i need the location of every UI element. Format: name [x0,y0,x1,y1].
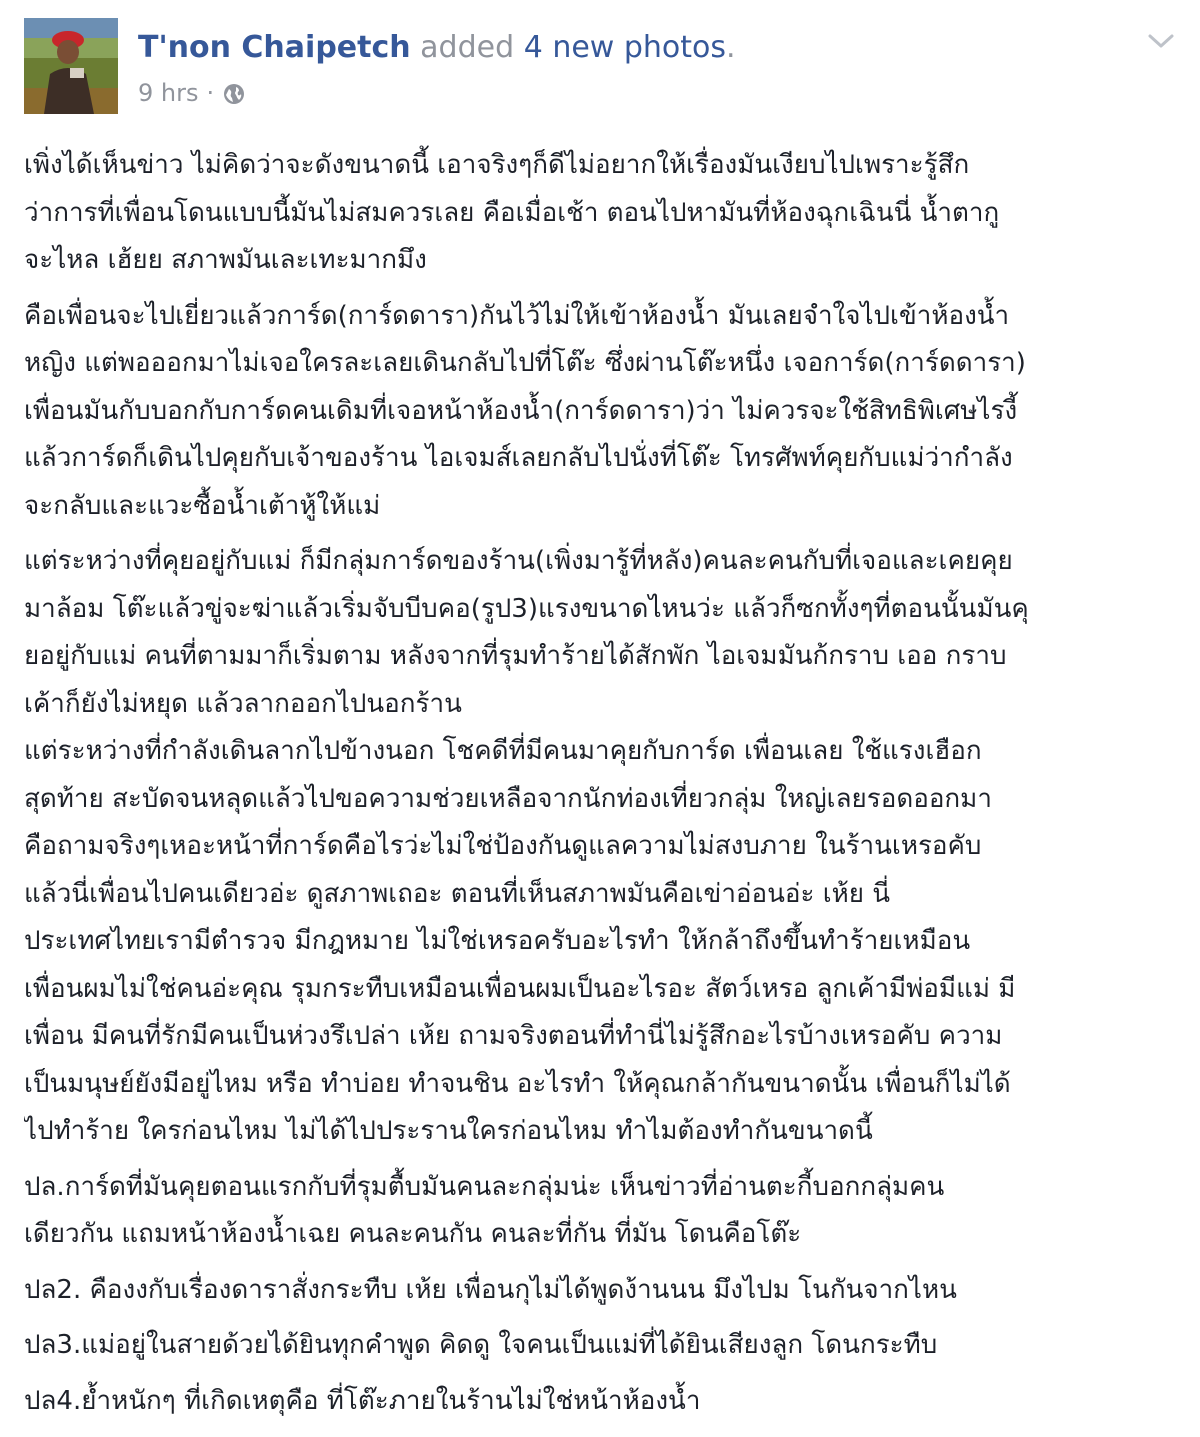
photos-link[interactable]: 4 new photos [523,30,727,65]
post-text-line: เค้าก็ยังไม่หยุด แล้วลากออกไปนอกร้าน [24,688,462,719]
post-text-line: ยอยู่กับแม่ คนที่ตามมาก็เริ่มตาม หลังจากที่รุมทำร้ายได้สักพัก ไอเจมมันก้กราบ เออ กราบ [24,641,1007,671]
post-text-line: แล้วนี่เพื่อนไปคนเดียวอ่ะ ดูสภาพเถอะ ตอนที่เห็นสภาพมันคือเข่าอ่อนอ่ะ เห้ย นี่ [24,878,891,909]
post-body [24,142,1184,1433]
post-header [24,18,1176,118]
post-text-line: เพื่อนมันกับบอกกับการ์ดคนเดิมที่เจอหน้าห้องน้ำ(การ์ดดารา)ว่า ไม่ควรจะใช้สิทธิพิเศษไรงี้ [24,395,1018,426]
post-paragraph [24,1267,1184,1315]
post-text-line: ปล.การ์ดที่มันคุยตอนแรกกับที่รุมตื้บมันคนละกลุ่มน่ะ เห็นข่าวที่อ่านตะกี้บอกกลุ่มคน [24,1171,945,1202]
post-text-line: สุดท้าย สะบัดจนหลุดแล้วไปขอความช่วยเหลือจากนักท่องเที่ยวกลุ่ม ใหญ่เลยรอดออกมา [24,783,992,814]
post-text-line: คือเพื่อนจะไปเยี่ยวแล้วการ์ด(การ์ดดารา)กันไว้ไม่ให้เข้าห้องน้ำ มันเลยจำใจไปเข้าห้องน้ำ [24,300,1010,331]
meta-separator: · [206,79,215,107]
post-text-line: เป็นมนุษย์ยังมีอยู่ไหม หรือ ทำบ่อย ทำจนชิน อะไรทำ ให้คุณกล้ากันขนาดนั้น เพื่อนก็ไม่ได้ [24,1068,1011,1099]
post-text-line: ไปทำร้าย ใครก่อนไหม ไม่ได้ไปประรานใครก่อนไหม ทำไมต้องทำกันขนาดนี้ [24,1116,873,1146]
post-text-line: จะกลับและแวะซื้อน้ำเต้าหู้ให้แม่ [24,490,381,521]
post-text-line: ประเทศไทยเรามีตำรวจ มีกฎหมาย ไม่ใช่เหรอครับอะไรทำ ให้กล้าถึงขึ้นทำร้ายเหมือน [24,926,971,956]
post-text-line: ปล2. คืองงกับเรื่องดาราสั่งกระทืบ เห้ย เพื่อนกุไม่ได้พูดง้านนน มึงไปม โนกันจากไหน [24,1274,957,1305]
timestamp-link[interactable]: 9 hrs [138,79,199,107]
avatar[interactable] [24,18,118,114]
post-text-line: เพื่อนผมไม่ใช่คนอ่ะคุณ รุมกระทืบเหมือนเพื่อนผมเป็นอะไรอะ สัตว์เหรอ ลูกเค้ามีพ่อมีแม่ มี [24,973,1016,1004]
post-paragraph [24,1322,1184,1370]
post-text-line: เดียวกัน แถมหน้าห้องน้ำเฉย คนละคนกัน คนละที่กัน ที่มัน โดนคือโต๊ะ [24,1219,802,1249]
post-text-line: จะไหล เฮ้ยย สภาพมันเละเทะมากมึง [24,245,427,275]
author-name-link[interactable]: T'non Chaipetch [138,30,411,65]
post-text-line: ปล4.ย้ำหนักๆ ที่เกิดเหตุคือ ที่โต๊ะภายในร้านไม่ใช่หน้าห้องน้ำ [24,1385,701,1416]
post-title-line [138,28,736,68]
post-text-line: เพื่อน มีคนที่รักมีคนเป็นห่วงรึเปล่า เห้ย ถามจริงตอนที่ทำนี่ไม่รู้สึกอะไรบ้างเหรอคับ ความ [24,1021,1003,1051]
action-suffix: . [726,30,736,65]
post-text-line: แล้วการ์ดก็เดินไปคุยกับเจ้าของร้าน ไอเจมส์เลยกลับไปนั่งที่โต๊ะ โทรศัพท์คุยกับแม่ว่ากำลัง [24,443,1013,473]
post-text-line: ปล3.แม่อยู่ในสายด้วยได้ยินทุกคำพูด คิดดู ใจคนเป็นแม่ที่ได้ยินเสียงลูก โดนกระทืบ [24,1330,938,1360]
post-paragraph [24,1378,1184,1426]
post-paragraph [24,142,1184,285]
post-text-line: ว่าการที่เพื่อนโดนแบบนี้มันไม่สมควรเลย คือเมื่อเช้า ตอนไปหามันที่ห้องฉุกเฉินนี่ น้ำตากู [24,197,1000,228]
post-text-line: เพิ่งได้เห็นข่าว ไม่คิดว่าจะดังขนาดนี้ เอาจริงๆก็ดีไม่อยากให้เรื่องมันเงียบไปเพราะรู้สึก [24,150,970,180]
post-paragraph [24,538,1184,1156]
post-paragraph [24,1164,1184,1259]
post-meta [138,76,246,110]
post-text-line: คือถามจริงๆเหอะหน้าที่การ์ดคือไรว่ะไม่ใช่ป้องกันดูแลความไม่สงบภาย ในร้านเหรอคับ [24,831,982,861]
post-text-line: แต่ระหว่างที่กำลังเดินลากไปข้างนอก โชคดีที่มีคนมาคุยกับการ์ด เพื่อนเลย ใช้แรงเฮือก [24,736,982,766]
post-paragraph [24,293,1184,531]
action-text: added [420,30,515,65]
chevron-down-icon[interactable] [1146,28,1176,54]
post-text-line: แต่ระหว่างที่คุยอยู่กับแม่ ก็มีกลุ่มการ์ดของร้าน(เพิ่งมารู้ที่หลัง)คนละคนกับที่เจอและเคยคุย [24,546,1013,576]
globe-icon[interactable] [222,81,246,105]
post-text-line: มาล้อม โต๊ะแล้วขู่จะฆ่าแล้วเริ่มจับบีบคอ(รูป3)แรงขนาดไหนว่ะ แล้วก็ซกทั้งๆที่ตอนนั้นมันคุ [24,593,1029,624]
post-text-line: หญิง แต่พอออกมาไม่เจอใครละเลยเดินกลับไปที่โต๊ะ ซึ่งผ่านโต๊ะหนึ่ง เจอการ์ด(การ์ดดารา) [24,348,1026,378]
